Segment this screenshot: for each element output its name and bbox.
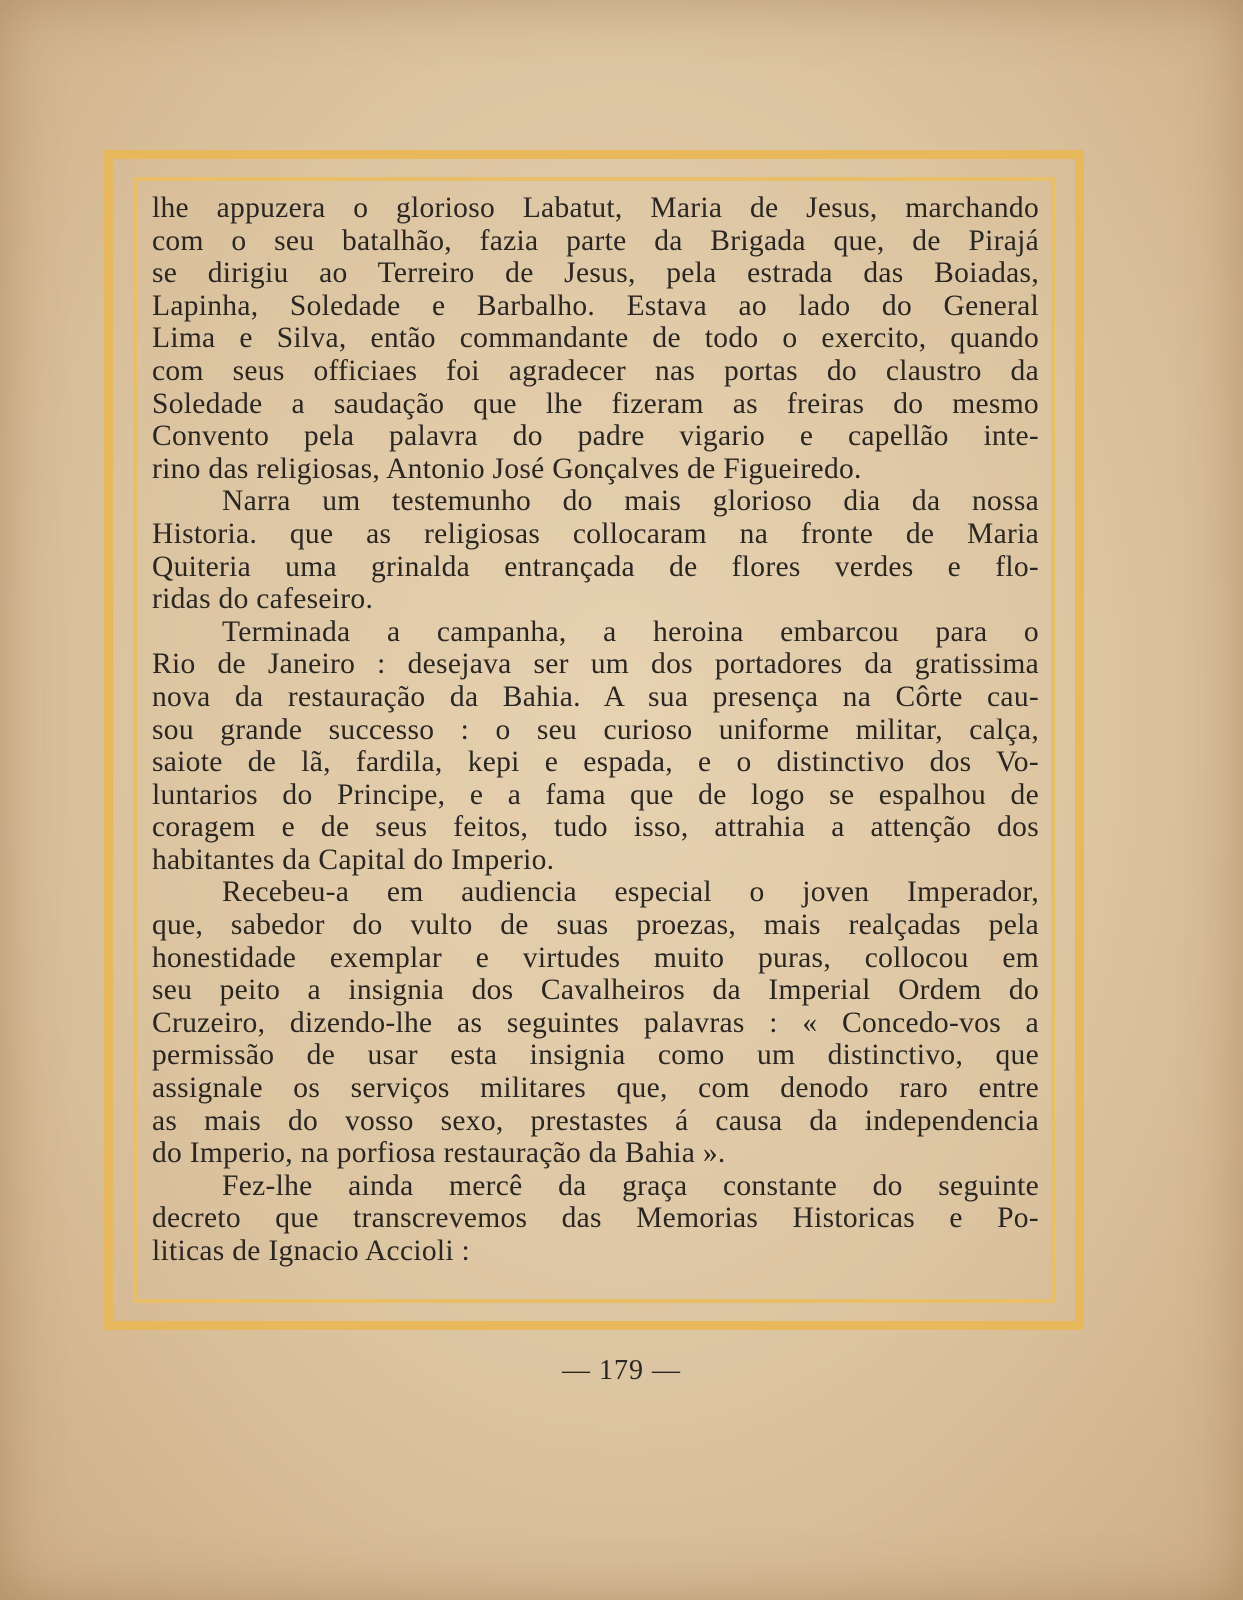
text-line: Soledade a saudação que lhe fizeram as freiras do mesmo — [152, 387, 1039, 420]
paragraph — [152, 192, 1039, 485]
text-line: Terminada a campanha, a heroina embarcou para o — [222, 615, 1039, 648]
text-line: decreto que transcrevemos das Memorias Historicas e Po- — [152, 1202, 1039, 1235]
text-line: sou grande successo : o seu curioso uniforme militar, calça, — [152, 713, 1039, 746]
text-line: que, sabedor do vulto de suas proezas, mais realçadas pela — [152, 909, 1039, 942]
text-line: com seus officiaes foi agradecer nas portas do claustro da — [152, 354, 1039, 387]
text-line: do Imperio, na porfiosa restauração da Bahia ». — [152, 1137, 726, 1170]
text-line: ridas do cafeseiro. — [152, 583, 374, 616]
text-line: com o seu batalhão, fazia parte da Brigada que, de Pirajá — [152, 224, 1039, 257]
body-text — [152, 192, 1039, 1268]
text-line: Cruzeiro, dizendo-lhe as seguintes palavras : « Concedo-vos a — [152, 1006, 1039, 1039]
text-line: permissão de usar esta insignia como um distinctivo, que — [152, 1039, 1039, 1072]
text-line: nova da restauração da Bahia. A sua presença na Côrte cau- — [152, 680, 1039, 713]
text-line: honestidade exemplar e virtudes muito puras, collocou em — [152, 941, 1039, 974]
text-line: lhe appuzera o glorioso Labatut, Maria de Jesus, marchando — [152, 192, 1039, 224]
paragraph — [152, 616, 1039, 877]
text-line: coragem e de seus feitos, tudo isso, attrahia a attenção dos — [152, 811, 1039, 844]
text-line: liticas de Ignacio Accioli : — [152, 1235, 471, 1267]
text-line: Quiteria uma grinalda entrançada de flores verdes e flo- — [152, 550, 1039, 583]
text-line: assignale os serviços militares que, com denodo raro entre — [152, 1072, 1039, 1105]
text-line: luntarios do Principe, e a fama que de logo se espalhou de — [152, 778, 1039, 811]
text-line: se dirigiu ao Terreiro de Jesus, pela estrada das Boiadas, — [152, 257, 1039, 290]
paragraph — [152, 876, 1039, 1169]
paragraph — [152, 485, 1039, 615]
text-line: seu peito a insignia dos Cavalheiros da Imperial Ordem do — [152, 974, 1039, 1007]
text-line: habitantes da Capital do Imperio. — [152, 843, 555, 876]
text-line: Fez-lhe ainda mercê da graça constante do seguinte — [222, 1169, 1039, 1202]
text-line: rino das religiosas, Antonio José Gonçalves de Figueiredo. — [152, 452, 862, 485]
page-number: — 179 — — [562, 1355, 681, 1386]
paragraph — [152, 1170, 1039, 1268]
text-line: saiote de lã, fardila, kepi e espada, e o distinctivo dos Vo- — [152, 746, 1039, 779]
text-line: Convento pela palavra do padre vigario e capellão inte- — [152, 420, 1039, 453]
text-line: Rio de Janeiro : desejava ser um dos portadores da gratissima — [152, 648, 1039, 681]
text-line: Lima e Silva, então commandante de todo o exercito, quando — [152, 322, 1039, 355]
text-line: Lapinha, Soledade e Barbalho. Estava ao lado do General — [152, 289, 1039, 322]
text-line: Narra um testemunho do mais glorioso dia da nossa — [222, 485, 1039, 518]
text-line: as mais do vosso sexo, prestastes á causa da independencia — [152, 1104, 1039, 1137]
text-line: Historia. que as religiosas collocaram na fronte de Maria — [152, 517, 1039, 550]
text-line: Recebeu-a em audiencia especial o joven Imperador, — [222, 876, 1039, 909]
